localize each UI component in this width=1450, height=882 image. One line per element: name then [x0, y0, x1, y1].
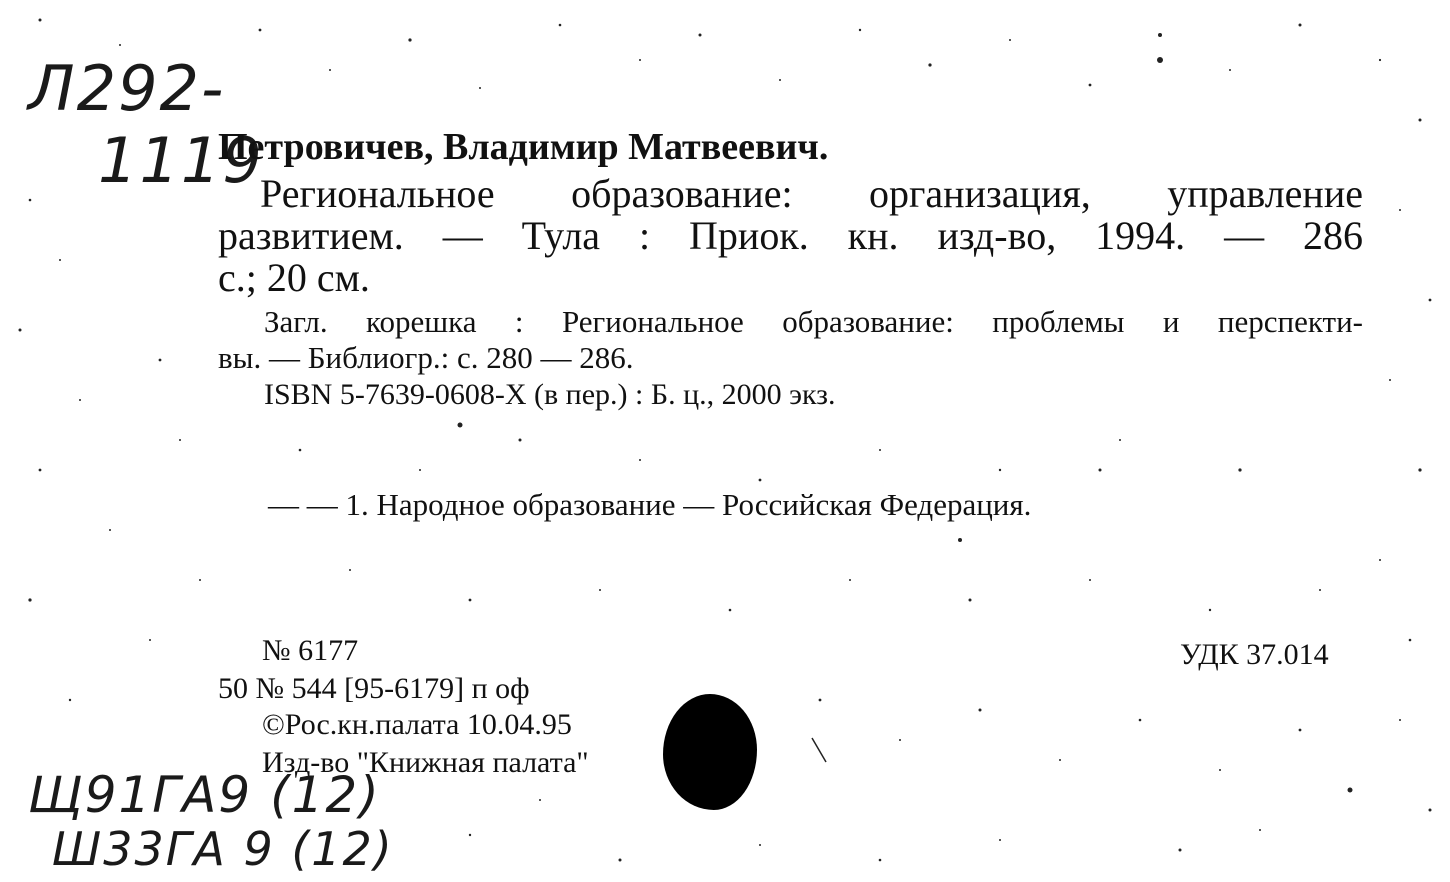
isbn-line: ISBN 5-7639-0608-X (в пер.) : Б. ц., 2000 экз. — [264, 378, 836, 411]
title-line-1: Региональное образование: организация, управление — [260, 171, 1363, 216]
ink-blot — [663, 694, 757, 810]
title-line-3: с.; 20 см. — [218, 255, 370, 300]
udk-code: УДК 37.014 — [1180, 638, 1329, 671]
handwritten-call-number-top: Л292- — [28, 52, 226, 125]
note-line-1: Загл. корешка : Региональное образование: проблемы и перспекти- — [264, 304, 1363, 339]
footer-number-1: № 6177 — [262, 634, 359, 667]
author-heading: Петровичев, Владимир Матвеевич. — [218, 126, 829, 168]
footer-publisher: Изд-во "Книжная палата" — [262, 746, 589, 779]
note-line-2: вы. — Библиогр.: с. 280 — 286. — [218, 340, 634, 375]
handwritten-code-1: Щ91ГА9 (12) — [28, 766, 381, 824]
title-line-2: развитием. — Тула : Приок. кн. изд-во, 1994. — 286 — [218, 213, 1363, 258]
footer-number-2: 50 № 544 [95-6179] п оф — [218, 672, 530, 705]
footer-copyright: ©Рос.кн.палата 10.04.95 — [262, 708, 572, 741]
handwritten-call-number-bottom: 1119 — [98, 124, 264, 197]
subject-heading: — — 1. Народное образование — Российская Федерация. — [268, 487, 1032, 522]
handwritten-code-2: Ш33ГА 9 (12) — [52, 822, 394, 876]
